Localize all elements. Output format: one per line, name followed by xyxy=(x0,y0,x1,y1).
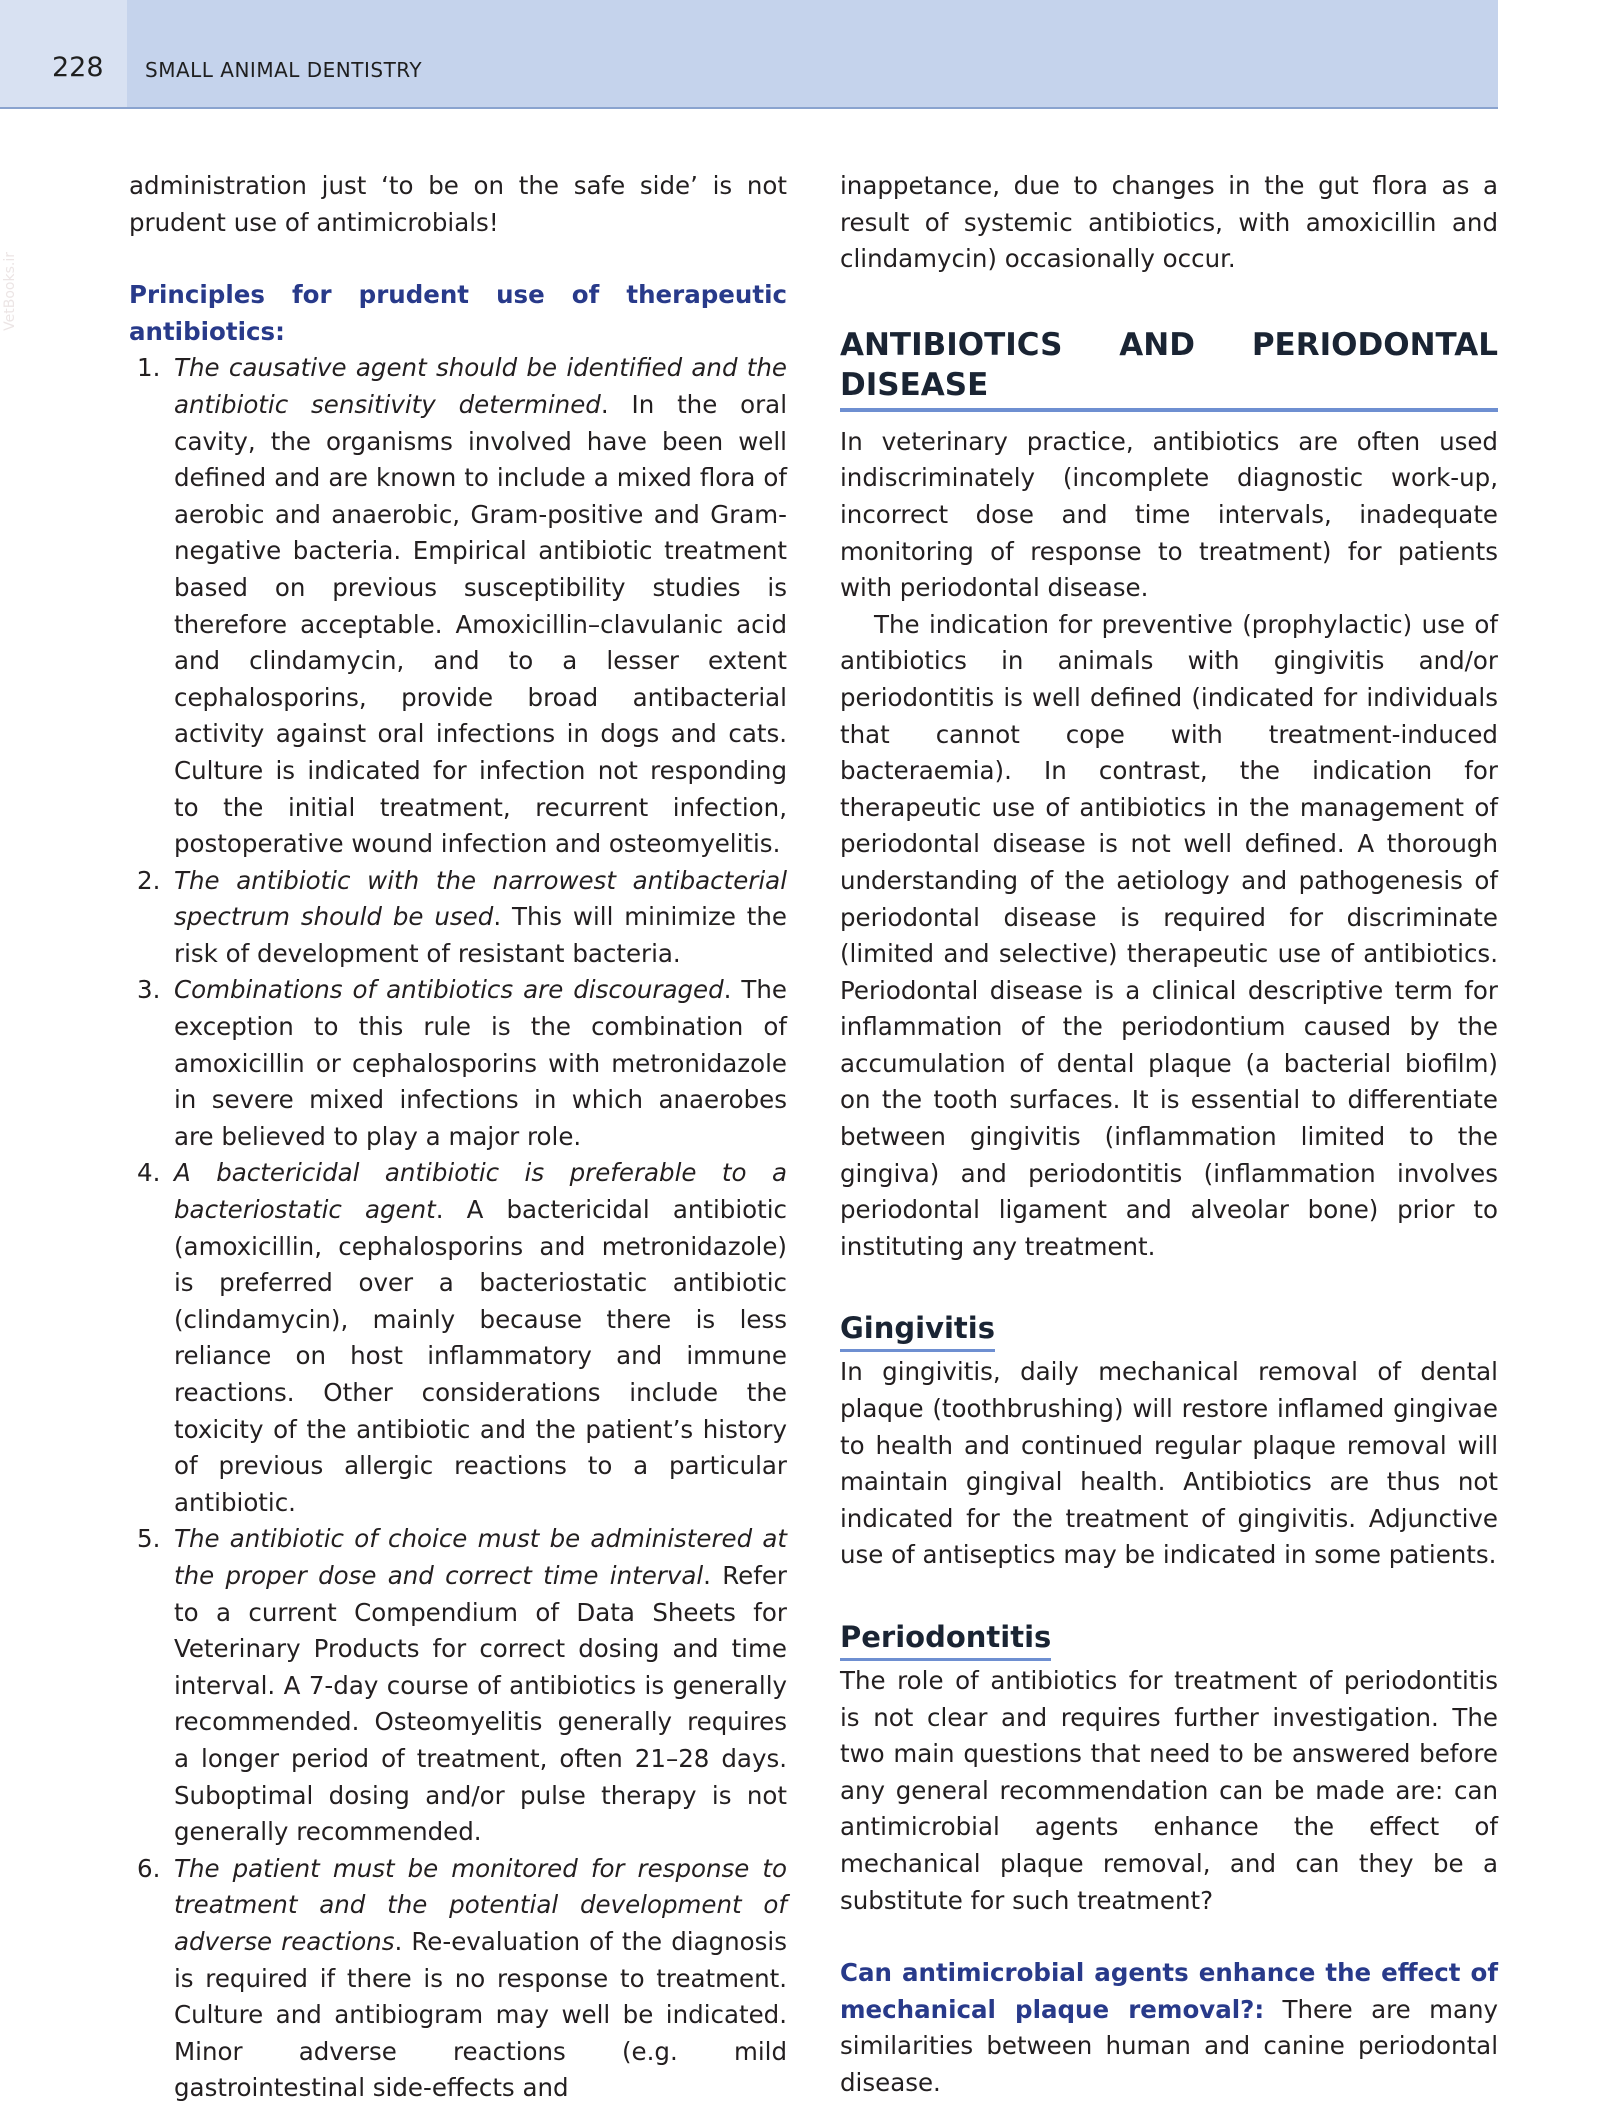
list-item-number: 3. xyxy=(137,975,161,1005)
list-item-number: 4. xyxy=(137,1158,161,1188)
section-title: ANTIBIOTICS AND PERIODONTAL DISEASE xyxy=(840,325,1498,412)
principles-list xyxy=(129,350,787,2107)
periodontitis-paragraph: The role of antibiotics for treatment of periodontitis is not clear and requires further investigation. The two main questions that need to be answered before any general recommendation can be made are: can antimicrobial agents enhance the effect of mechanical plaque removal, and can they be a substitute for such treatment? xyxy=(840,1666,1498,1915)
list-item-text: . A bactericidal antibiotic (amoxicillin, cephalosporins and metronidazole) is preferred over a bacteriostatic antibiotic (clindamycin), mainly because there is less reliance on host inflammatory and immune reactions. Other considerations include the toxicity of the antibiotic and the patient’s history of previous allergic reactions to a particular antibiotic. xyxy=(174,1195,788,1517)
periodontitis-heading: Periodontitis xyxy=(840,1618,1051,1661)
list-item xyxy=(129,972,787,1155)
list-item-text: . In the oral cavity, the organisms involved have been well defined and are known to include a mixed flora of aerobic and anaerobic, Gram-positive and Gram-negative bacteria. Empirical antibiotic treatment based on previous susceptibility studies is therefore acceptable. Amoxicillin–clavulanic acid and clindamycin, and to a lesser extent cephalosporins, provide broad antibacterial activity against oral infections in dogs and cats. Culture is indicated for infection not responding to the initial treatment, recurrent infection, postoperative wound infection and osteomyelitis. xyxy=(174,389,787,859)
header-band xyxy=(0,0,1498,109)
question-text: There are many similarities between human and canine periodontal disease. xyxy=(840,1994,1498,2097)
list-item xyxy=(129,1851,787,2107)
gingivitis-heading: Gingivitis xyxy=(840,1309,995,1352)
left-column xyxy=(129,168,787,2107)
list-item-emphasis: The patient must be monitored for response to treatment and the potential development of adverse reactions xyxy=(174,1853,787,1956)
list-item-text: . This will minimize the risk of development of resistant bacteria. xyxy=(174,902,787,968)
list-item-emphasis: Combinations of antibiotics are discouraged xyxy=(174,975,724,1005)
list-item-text: . Re-evaluation of the diagnosis is required if there is no response to treatment. Culture and antibiogram may well be indicated. Minor adverse reactions (e.g. mild gastrointestinal side-effects and xyxy=(174,1926,787,2103)
list-item-emphasis: The antibiotic of choice must be administered at the proper dose and correct time interval xyxy=(174,1524,787,1590)
intro-paragraph: administration just ‘to be on the safe side’ is not prudent use of antimicrobials! xyxy=(129,171,787,237)
list-item xyxy=(129,1521,787,1850)
list-item-text: . The exception to this rule is the combination of amoxicillin or cephalosporins with metronidazole in severe mixed infections in which anaerobes are believed to play a major role. xyxy=(174,975,787,1151)
section-paragraph: In veterinary practice, antibiotics are often used indiscriminately (incomplete diagnostic work-up, incorrect dose and time intervals, inadequate monitoring of response to treatment) for patients with periodontal disease. xyxy=(840,426,1498,603)
list-item-text: . Refer to a current Compendium of Data Sheets for Veterinary Products for correct dosing and time interval. A 7-day course of antibiotics is generally recommended. Osteomyelitis generally requires a longer period of treatment, often 21–28 days. Suboptimal dosing and/or pulse therapy is not generally recommended. xyxy=(174,1560,788,1847)
watermark: VetBooks.ir xyxy=(2,252,18,331)
list-item-emphasis: A bactericidal antibiotic is preferable to a bacteriostatic agent xyxy=(174,1158,787,1225)
list-item-number: 5. xyxy=(137,1524,161,1554)
list-item-emphasis: The causative agent should be identified and the antibiotic sensitivity determined xyxy=(174,353,787,419)
question-heading: Can antimicrobial agents enhance the effect of mechanical plaque removal?: xyxy=(840,1958,1498,2024)
continuation-paragraph: inappetance, due to changes in the gut flora as a result of systemic antibiotics, with amoxicillin and clindamycin) occasionally occur. xyxy=(840,171,1498,274)
principles-heading: Principles for prudent use of therapeutic antibiotics: xyxy=(129,280,787,346)
list-item xyxy=(129,350,787,862)
page-number: 228 xyxy=(52,52,104,83)
running-title: SMALL ANIMAL DENTISTRY xyxy=(145,58,423,82)
right-column xyxy=(840,168,1498,2102)
question-paragraph xyxy=(840,1955,1498,2101)
gingivitis-paragraph: In gingivitis, daily mechanical removal of dental plaque (toothbrushing) will restore inflamed gingivae to health and continued regular plaque removal will maintain gingival health. Antibiotics are thus not indicated for the treatment of gingivitis. Adjunctive use of antiseptics may be indicated in some patients. xyxy=(840,1357,1498,1570)
list-item xyxy=(129,1155,787,1521)
list-item-emphasis: The antibiotic with the narrowest antibacterial spectrum should be used xyxy=(174,865,787,932)
list-item xyxy=(129,863,787,973)
list-item-number: 2. xyxy=(137,865,161,895)
list-item-number: 1. xyxy=(137,353,161,383)
list-item-number: 6. xyxy=(137,1853,161,1883)
section-paragraph: The indication for preventive (prophylactic) use of antibiotics in animals with gingivitis and/or periodontitis is well defined (indicated for individuals that cannot cope with treatment-induced bacteraemia). In contrast, the indication for therapeutic use of antibiotics in the management of periodontal disease is not well defined. A thorough understanding of the aetiology and pathogenesis of periodontal disease is required for discriminate (limited and selective) therapeutic use of antibiotics. Periodontal disease is a clinical descriptive term for inflammation of the periodontium caused by the accumulation of dental plaque (a bacterial biofilm) on the tooth surfaces. It is essential to differentiate between gingivitis (inflammation limited to the gingiva) and periodontitis (inflammation involves periodontal ligament and alveolar bone) prior to instituting any treatment. xyxy=(840,609,1498,1261)
